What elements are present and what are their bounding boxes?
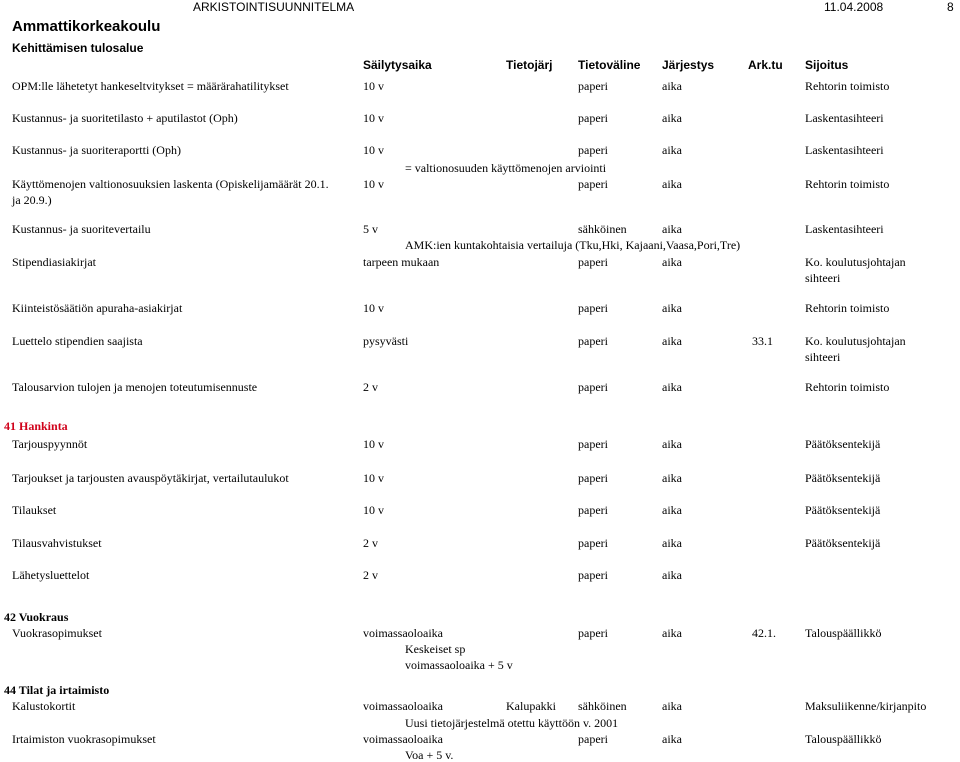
- row-retention: 10 v: [363, 79, 384, 93]
- row-data-system: Kalupakki: [506, 699, 556, 713]
- row-medium: paperi: [578, 255, 608, 269]
- row-archive-unit: 42.1.: [752, 626, 776, 640]
- column-header-medium: Tietoväline: [578, 58, 641, 72]
- row-title: Kustannus- ja suoritetilasto + aputilastot (Oph): [12, 111, 238, 125]
- row-order: aika: [662, 222, 682, 236]
- row-medium: paperi: [578, 79, 608, 93]
- row-title: Kustannus- ja suoriteraportti (Oph): [12, 143, 181, 157]
- row-medium: sähköinen: [578, 699, 627, 713]
- row-note: = valtionosuuden käyttömenojen arviointi: [405, 161, 607, 175]
- row-order: aika: [662, 255, 682, 269]
- row-retention: pysyvästi: [363, 334, 409, 348]
- row-retention: 5 v: [363, 222, 378, 236]
- row-order: aika: [662, 334, 682, 348]
- column-header-data-system: Tietojärj: [506, 58, 553, 72]
- row-retention: 10 v: [363, 111, 384, 125]
- row-title: Tilausvahvistukset: [12, 536, 102, 550]
- row-note: AMK:ien kuntakohtaisia vertailuja (Tku,Hki, Kajaani,Vaasa,Pori,Tre): [405, 238, 741, 252]
- row-retention: 10 v: [363, 301, 384, 315]
- row-retention: 2 v: [363, 536, 378, 550]
- row-retention: 10 v: [363, 177, 384, 191]
- row-order: aika: [662, 471, 682, 485]
- row-title: Lähetysluettelot: [12, 568, 90, 582]
- row-title: Tilaukset: [12, 503, 57, 517]
- row-retention: voimassaoloaika: [363, 626, 443, 640]
- row-location: Laskentasihteeri: [805, 143, 884, 157]
- row-title-continued: ja 20.9.): [12, 193, 52, 207]
- row-order: aika: [662, 143, 682, 157]
- row-retention: voimassaoloaika: [363, 732, 443, 746]
- row-title: Käyttömenojen valtionosuuksien laskenta (Opiskelijamäärät 20.1.: [12, 177, 329, 191]
- row-retention: tarpeen mukaan: [363, 255, 440, 269]
- row-order: aika: [662, 79, 682, 93]
- row-title: Luettelo stipendien saajista: [12, 334, 143, 348]
- column-header-location: Sijoitus: [805, 58, 849, 72]
- row-location: Päätöksentekijä: [805, 437, 881, 451]
- row-title: Talousarvion tulojen ja menojen toteutumisennuste: [12, 380, 258, 394]
- row-retention: 2 v: [363, 568, 378, 582]
- row-order: aika: [662, 437, 682, 451]
- page-number: 8: [947, 0, 954, 14]
- row-order: aika: [662, 380, 682, 394]
- column-header-retention: Säilytysaika: [363, 58, 432, 72]
- row-archive-unit: 33.1: [752, 334, 773, 348]
- document-date: 11.04.2008: [824, 0, 884, 14]
- row-medium: sähköinen: [578, 222, 627, 236]
- row-order: aika: [662, 111, 682, 125]
- row-medium: paperi: [578, 143, 608, 157]
- row-note: Keskeiset sp: [405, 642, 466, 656]
- row-title: Tarjouspyynnöt: [12, 437, 88, 451]
- row-medium: paperi: [578, 380, 608, 394]
- row-order: aika: [662, 177, 682, 191]
- row-title: Kiinteistösäätiön apuraha-asiakirjat: [12, 301, 183, 315]
- row-location: Talouspäällikkö: [805, 732, 882, 746]
- row-location: Rehtorin toimisto: [805, 177, 890, 191]
- row-medium: paperi: [578, 301, 608, 315]
- unit-name: Kehittämisen tulosalue: [12, 41, 144, 55]
- row-note: voimassaoloaika + 5 v: [405, 658, 513, 672]
- row-medium: paperi: [578, 437, 608, 451]
- row-medium: paperi: [578, 536, 608, 550]
- row-location: Talouspäällikkö: [805, 626, 882, 640]
- row-location: Päätöksentekijä: [805, 503, 881, 517]
- row-retention: 10 v: [363, 437, 384, 451]
- row-location: Rehtorin toimisto: [805, 301, 890, 315]
- row-location-continued: sihteeri: [805, 271, 841, 285]
- row-location: Rehtorin toimisto: [805, 380, 890, 394]
- row-location: Ko. koulutusjohtajan: [805, 255, 906, 269]
- row-location-continued: sihteeri: [805, 350, 841, 364]
- row-note: Uusi tietojärjestelmä otettu käyttöön v. 2001: [405, 716, 619, 730]
- row-order: aika: [662, 732, 682, 746]
- row-title: Tarjoukset ja tarjousten avauspöytäkirjat, vertailutaulukot: [12, 471, 289, 485]
- row-title: Vuokrasopimukset: [12, 626, 102, 640]
- document-title: ARKISTOINTISUUNNITELMA: [193, 0, 355, 14]
- row-order: aika: [662, 503, 682, 517]
- row-location: Laskentasihteeri: [805, 111, 884, 125]
- row-location: Laskentasihteeri: [805, 222, 884, 236]
- row-retention: voimassaoloaika: [363, 699, 443, 713]
- row-location: Ko. koulutusjohtajan: [805, 334, 906, 348]
- row-retention: 10 v: [363, 471, 384, 485]
- row-order: aika: [662, 626, 682, 640]
- org-name: Ammattikorkeakoulu: [12, 18, 161, 35]
- section-heading-44: 44 Tilat ja irtaimisto: [4, 683, 110, 697]
- section-heading-42: 42 Vuokraus: [4, 610, 69, 624]
- row-order: aika: [662, 568, 682, 582]
- row-medium: paperi: [578, 111, 608, 125]
- row-location: Rehtorin toimisto: [805, 79, 890, 93]
- row-order: aika: [662, 699, 682, 713]
- row-retention: 10 v: [363, 503, 384, 517]
- row-note: Voa + 5 v.: [405, 748, 454, 762]
- row-retention: 2 v: [363, 380, 378, 394]
- row-retention: 10 v: [363, 143, 384, 157]
- row-location: Maksuliikenne/kirjanpito: [805, 699, 927, 713]
- row-order: aika: [662, 536, 682, 550]
- column-header-order: Järjestys: [662, 58, 715, 72]
- row-title: Irtaimiston vuokrasopimukset: [12, 732, 156, 746]
- row-medium: paperi: [578, 568, 608, 582]
- section-heading-41: 41 Hankinta: [4, 419, 68, 433]
- row-order: aika: [662, 301, 682, 315]
- column-header-archive-unit: Ark.tu: [748, 58, 783, 72]
- row-location: Päätöksentekijä: [805, 471, 881, 485]
- row-medium: paperi: [578, 503, 608, 517]
- row-medium: paperi: [578, 732, 608, 746]
- row-medium: paperi: [578, 471, 608, 485]
- row-title: Kalustokortit: [12, 699, 76, 713]
- row-medium: paperi: [578, 177, 608, 191]
- row-title: OPM:lle lähetetyt hankeseltvitykset = määrärahatilitykset: [12, 79, 289, 93]
- row-title: Kustannus- ja suoritevertailu: [12, 222, 151, 236]
- row-medium: paperi: [578, 334, 608, 348]
- row-medium: paperi: [578, 626, 608, 640]
- row-title: Stipendiasiakirjat: [12, 255, 96, 269]
- row-location: Päätöksentekijä: [805, 536, 881, 550]
